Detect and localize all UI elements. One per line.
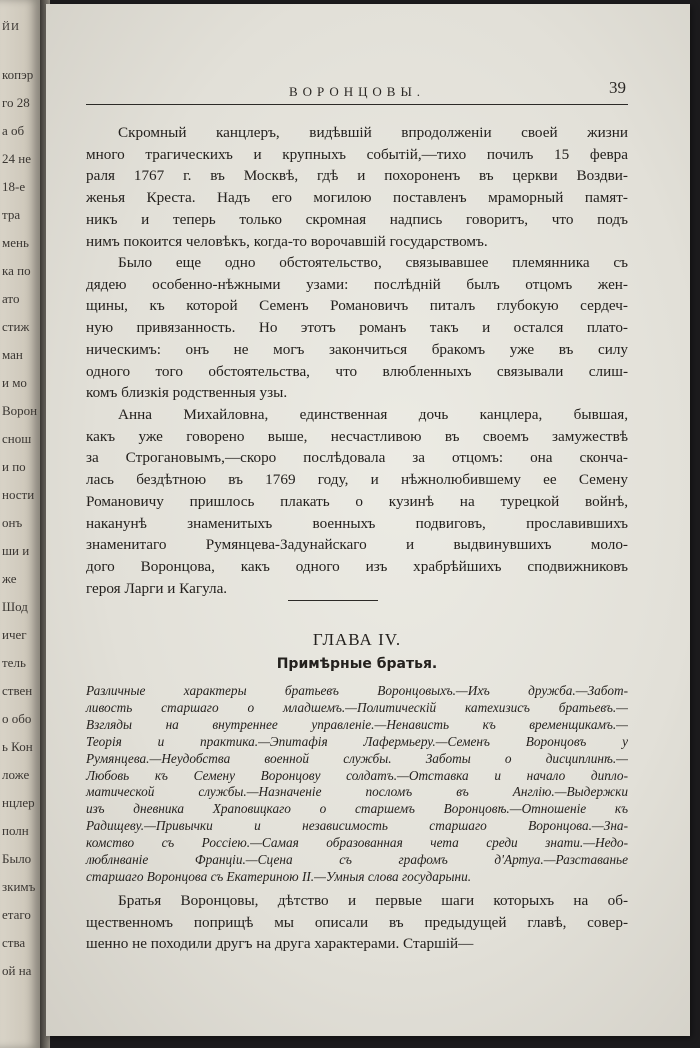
text-line: Теорія и практика.—Эпитафія Лафермьеру.—Семенъ Воронцовъ у [86, 733, 628, 749]
left-page-text-fragment: ствен [2, 683, 33, 698]
left-page-text-fragment: мень [2, 235, 29, 250]
left-page-text-fragment: нцлер [2, 795, 35, 810]
left-page-text-fragment: тель [2, 655, 26, 670]
left-page-text-fragment: 24 не [2, 151, 31, 166]
left-page-header-fragment: ЙИ [2, 21, 20, 33]
page-header [86, 78, 628, 105]
left-page-text-fragment: полн [2, 823, 29, 838]
left-page-text-fragment: и по [2, 459, 26, 474]
left-page-text-fragment: снош [2, 431, 32, 446]
section-divider [288, 600, 378, 601]
text-line: щественномъ поприщѣ мы описали въ предыдущей главѣ, совер- [86, 913, 628, 931]
left-page-text-fragment: Шод [2, 599, 28, 614]
text-line: героя Ларги и Кагула. [86, 579, 228, 597]
text-line: за Строгановымъ,—скоро послѣдовала за отцомъ: она скончa- [86, 449, 628, 467]
text-line: ническимъ: онъ не могъ закончиться бракомъ уже въ силу [86, 340, 628, 358]
left-page-text-fragment: копэр [2, 67, 34, 82]
left-page-text-fragment: ато [2, 291, 20, 306]
text-line: Анна Михайловна, единственная дочь канцлера, бывшая, [118, 406, 628, 423]
text-line: изъ дневника Храповицкаго о старшемъ Воронцовѣ.—Отношеніе къ [86, 801, 628, 817]
left-page-text-fragment: го 28 [2, 95, 30, 110]
text-line: люблнваніе Франціи.—Сцена съ графомъ д'Артуа.—Разставанье [86, 852, 628, 868]
text-line: Романовичу пришлось плакать о кузинѣ на турецкой войнѣ, [86, 492, 628, 510]
text-line: шенно не походили другъ на друга характерами. Старшій— [86, 935, 474, 953]
text-line: нимъ покоится человѣкъ, когда-то ворочавшій государствомъ. [86, 232, 488, 250]
left-page-text-fragment: етаго [2, 907, 31, 922]
book-page [46, 4, 690, 1036]
text-line: Радищеву.—Привычки и независимость старшаго Воронцова.—Зна- [86, 818, 628, 834]
chapter-title: ГЛАВА IV. [312, 630, 402, 649]
text-line: Скромный канцлеръ, видѣвшій впродолженіи своей жизни [118, 124, 628, 141]
running-title: ВОРОНЦОВЫ. [288, 84, 426, 99]
text-line: Румянцева.—Неудобства военной службы. Заботы о дисциплинѣ.— [86, 750, 628, 766]
text-line: Различные характеры братьевъ Воронцовыхъ.—Ихъ дружба.—Забот- [86, 683, 628, 698]
text-line: матической службы.—Назначеніе посломъ въ Англію.—Выдержки [86, 784, 628, 800]
text-line: щины, къ которой Семенъ Романовичъ питалъ глубокую сердеч- [86, 297, 628, 315]
text-line: знаменитаго Румянцева-Задунайскаго и выдвинувшихъ моло- [86, 536, 628, 554]
left-page-edge [0, 0, 40, 1048]
text-line: дого Воронцова, какъ одного изъ храбрѣйшихъ сподвижниковъ [86, 557, 628, 575]
left-page-text-fragment: ичег [2, 627, 27, 642]
text-line: никъ и теперь только скромная надпись говоритъ, что подъ [86, 210, 628, 228]
text-line: комство съ Россіею.—Самая образованная чета среди знати.—Недо- [86, 835, 628, 851]
left-page-text-fragment: ь Кон [2, 739, 33, 754]
text-line: Братья Воронцовы, дѣтство и первые шаги которыхъ на об- [118, 892, 628, 909]
left-page-text-fragment: Было [2, 851, 32, 866]
left-page-text-fragment: ой на [2, 963, 32, 978]
text-line: наканунѣ знаменитыхъ военныхъ подвиговъ, прославившихъ [86, 514, 628, 532]
left-page-text-fragment: ши и [2, 543, 30, 558]
text-line: ливость старшаго о младшемъ.—Политическій катехизисъ братьевъ.— [86, 699, 628, 715]
left-page-text-fragment: и мо [2, 375, 27, 390]
left-page-text-fragment: ка по [2, 263, 31, 278]
left-page-text-fragment: тра [2, 207, 21, 222]
left-page-text-fragment: ложе [2, 767, 30, 782]
chapter-summary [86, 683, 628, 886]
text-line: Было еще одно обстоятельство, связывавшее племянника съ [118, 254, 628, 271]
left-page-text-fragment: Ворон [2, 403, 38, 418]
text-line: дядею особенно-нѣжными узами: послѣдній былъ отцомъ жен- [86, 275, 628, 293]
text-line: лась бездѣтною въ 1769 году, и нѣжнолюбившему ее Семену [86, 471, 628, 489]
text-line: раля 1767 г. въ Москвѣ, гдѣ и похороненъ въ церкви Воздви- [86, 167, 628, 185]
left-page-text-fragment: стиж [2, 319, 30, 334]
text-line: женья Креста. Надъ его могилою поставленъ мраморный памят- [86, 189, 628, 207]
left-page-text-fragment: ства [2, 935, 26, 950]
text-line: какъ уже говорено выше, несчастливою въ своемъ замужествѣ [86, 427, 628, 445]
paragraph-2 [86, 252, 628, 404]
page-number: 39 [609, 78, 626, 97]
left-page-text-fragment: же [2, 571, 17, 586]
text-line: много трагическихъ и крупныхъ событій,—тихо почилъ 15 февра [86, 145, 628, 163]
paragraph-3 [86, 404, 628, 599]
chapter-opening-paragraph [86, 890, 628, 955]
left-page-text-fragment: о обо [2, 711, 32, 726]
text-line: Любовь къ Семену Воронцову солдатъ.—Отставка и начало дипло- [86, 767, 628, 783]
text-line: Взгляды на внутреннее управленіе.—Ненависть къ временщикамъ.— [86, 716, 628, 732]
text-line: комъ близкія родственныя узы. [86, 384, 288, 402]
left-page-text-fragment: а об [2, 123, 25, 138]
text-line: старшаго Воронцова съ Екатериною II.—Умныя слова государыни. [86, 868, 472, 884]
paragraph-1 [86, 122, 628, 252]
left-page-text-fragment: онъ [2, 515, 23, 530]
chapter-subtitle: Примѣрные братья. [276, 656, 438, 672]
text-line: одного того обстоятельства, что влюбленныхъ связывали слиш- [86, 362, 628, 380]
left-page-text-fragment: 18-е [2, 179, 26, 194]
left-page-text-fragment: ман [2, 347, 23, 362]
text-line: ную привязанность. Но этотъ романъ такъ и остался плато- [86, 319, 628, 337]
left-page-text-fragment: ности [2, 487, 35, 502]
left-page-text-fragment: зкимъ [2, 879, 36, 894]
